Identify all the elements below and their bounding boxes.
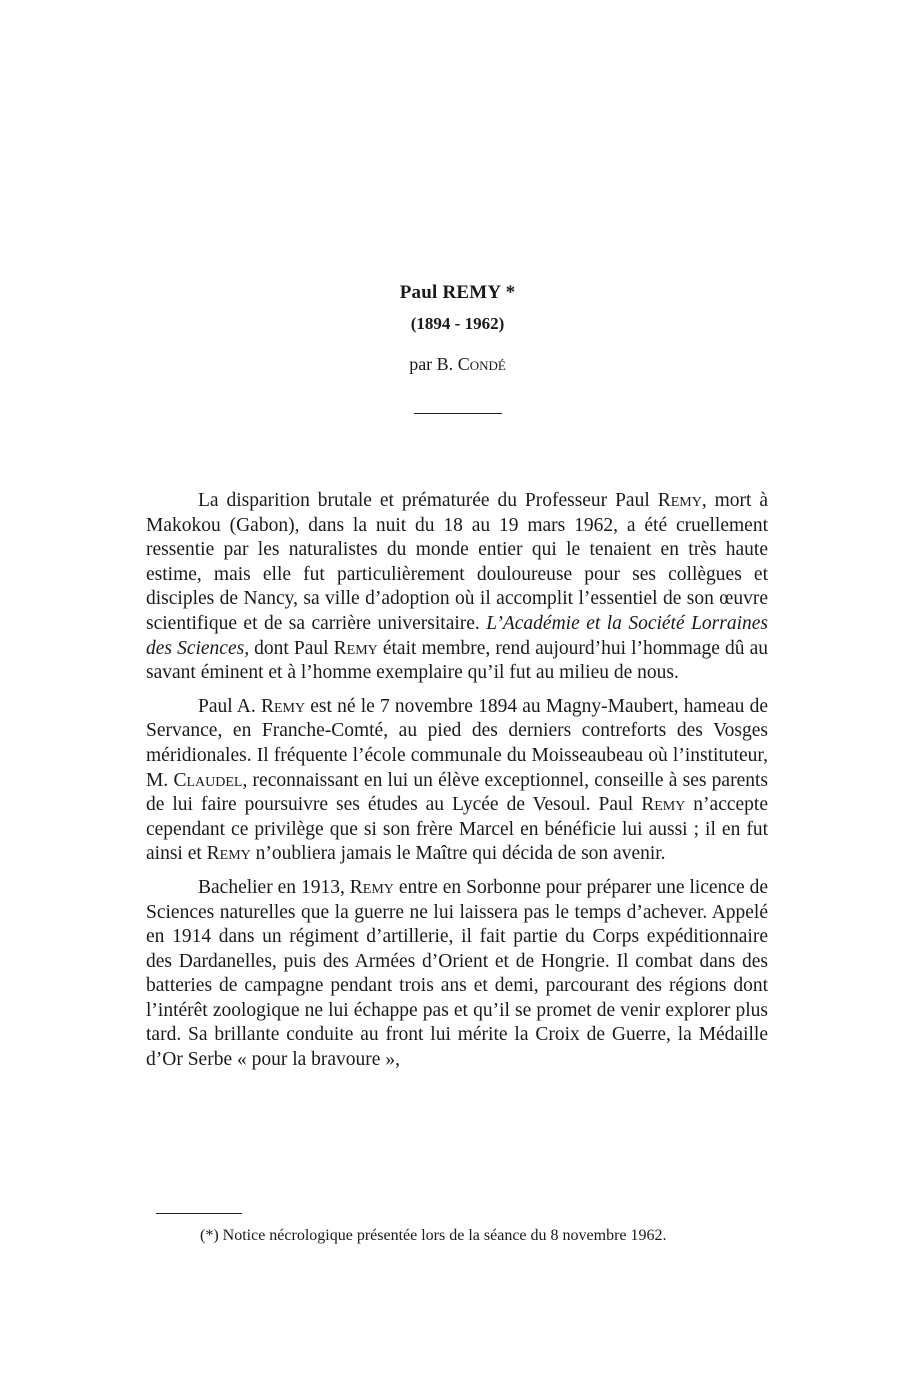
byline-prefix: par B.: [409, 354, 454, 374]
paragraph-text: Bachelier en 1913,: [198, 876, 350, 898]
paragraph-text: La disparition brutale et prématurée du Professeur Paul: [198, 490, 658, 511]
title-divider: [414, 413, 502, 414]
author-name: Condé: [457, 354, 506, 374]
paragraph-text: n’oubliera jamais le Maître qui décida de son avenir.: [250, 843, 666, 865]
page-title: [0, 282, 915, 304]
life-dates: (1894 - 1962): [410, 314, 505, 333]
paragraph-text: Paul A.: [198, 695, 261, 717]
paragraph-text: est né le 7 novembre 1894 au Magny-Maubert, hameau de Servance, en Franche-Comté, au pied des derniers contreforts des Vosges méridionales. Il fréquente l’école communale du Moisseaubeau où l’instituteur, M.: [146, 695, 768, 791]
paragraph-text: , reconnaissant en lui un élève exceptionnel, conseille à ses parents de lui faire poursuivre ses études au Lycée de Vesoul. Paul: [146, 769, 768, 816]
italic-institution-name: L’Académie et la Société Lorraines des Sciences,: [146, 612, 769, 659]
paragraph-3: [146, 876, 768, 1073]
paragraph-text: , mort à Makokou (Gabon), dans la nuit du 18 au 19 mars 1962, a été cruellement ressentie par les naturalistes du monde entier qui le tenaient en très haute estime, mais elle fut particulièrement douloureuse pour ses collègues et disciples de Nancy, sa ville d’adoption où il accomplit l’essentiel de son œuvre scientifique et de sa carrière universitaire.: [146, 490, 768, 634]
surname-smallcaps: Remy: [349, 876, 394, 898]
article-body: [146, 489, 768, 1082]
paragraph-text: entre en Sorbonne pour préparer une licence de Sciences naturelles que la guerre ne lui laissera pas le temps d’achever. Appelé en 1914 dans un régiment d’artillerie, il fait partie du Corps expéditionnaire des Dardanelles, puis des Armées d’Orient et de Hongrie. Il combat dans des batteries de campagne pendant trois ans et demi, parcourant des régions dont l’intérêt zoologique ne lui échappe pas et qu’il se promet de venir explorer plus tard. Sa brillante conduite au front lui mérite la Croix de Guerre, la Médaille d’Or Serbe « pour la bravoure »,: [146, 876, 768, 1071]
surname-smallcaps: Remy: [333, 637, 378, 659]
footnote-divider: [156, 1213, 242, 1214]
surname-smallcaps: Remy: [206, 843, 251, 865]
paragraph-2: [146, 695, 768, 867]
title-surname: REMY: [442, 282, 501, 303]
title-given-name: Paul: [399, 282, 438, 303]
surname-smallcaps: Remy: [657, 490, 702, 511]
paragraph-1: [146, 489, 768, 686]
paragraph-text: dont Paul: [249, 637, 334, 659]
footnote: (*) Notice nécrologique présentée lors de la séance du 8 novembre 1962.: [200, 1227, 667, 1244]
surname-smallcaps: Remy: [641, 794, 686, 816]
byline: [0, 354, 915, 375]
paragraph-text: n’accepte cependant ce privilège que si son frère Marcel en bénéficie lui aussi ; il en fut ainsi et: [146, 794, 768, 865]
surname-smallcaps: Claudel: [173, 769, 243, 791]
surname-smallcaps: Remy: [260, 695, 306, 717]
paragraph-text: était membre, rend aujourd’hui l’hommage dû au savant éminent et à l’homme exemplaire qu’il fut au milieu de nous.: [146, 637, 768, 684]
title-footnote-marker: *: [505, 282, 516, 303]
